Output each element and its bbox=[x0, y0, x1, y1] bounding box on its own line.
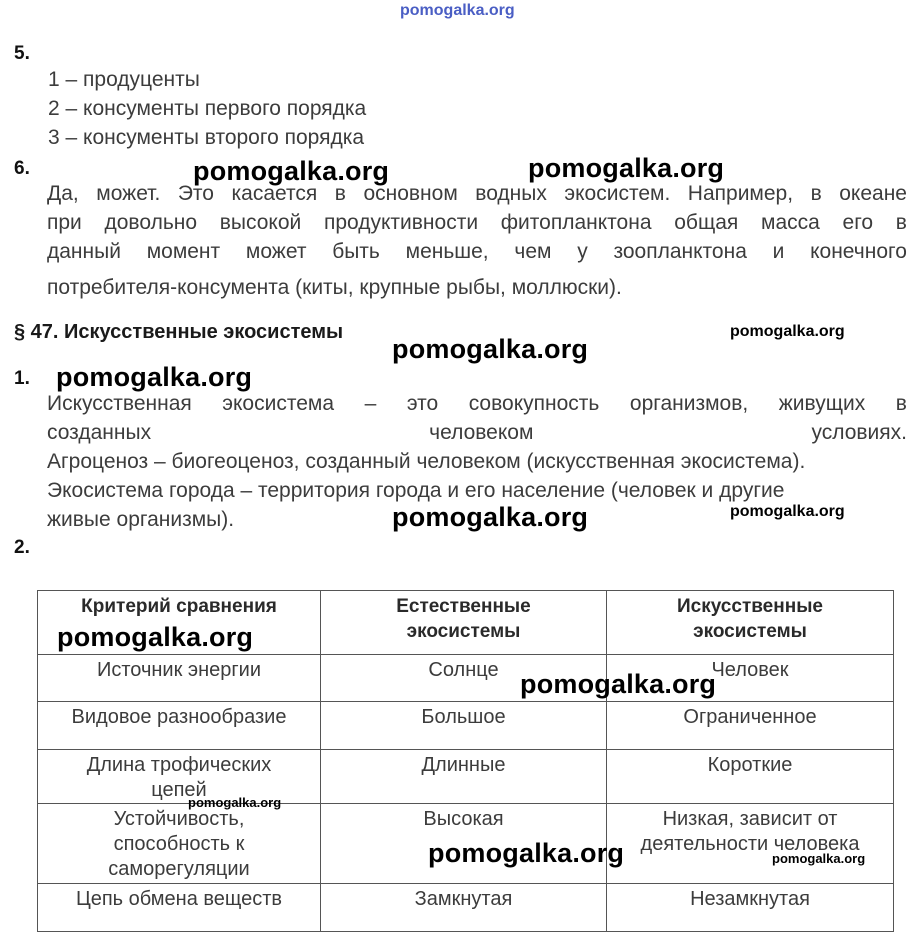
question-6-number: 6. bbox=[14, 158, 30, 179]
table-cell: Цепь обмена веществ bbox=[38, 884, 321, 932]
header-natural: Естественные экосистемы bbox=[321, 591, 607, 655]
table-cell: Длинные bbox=[321, 750, 607, 804]
q1-line-2 bbox=[47, 421, 907, 445]
table-cell: Низкая, зависит от деятельности человека bbox=[607, 804, 894, 884]
word: океане bbox=[839, 182, 907, 205]
watermark: pomogalka.org bbox=[392, 502, 589, 532]
table-row bbox=[38, 884, 894, 932]
word: Это bbox=[177, 182, 214, 205]
watermark: pomogalka.org bbox=[57, 622, 254, 652]
word: Например, bbox=[687, 182, 794, 205]
watermark: pomogalka.org bbox=[772, 851, 866, 866]
word: Искусственная bbox=[47, 392, 192, 415]
q1-line-4: Экосистема города – территория города и его население (человек и другие bbox=[47, 479, 785, 502]
word: в bbox=[895, 392, 907, 415]
q5-item-3: 3 – консументы второго порядка bbox=[48, 126, 365, 149]
table-cell: Видовое разнообразие bbox=[38, 702, 321, 750]
section-title: § 47. Искусственные экосистемы bbox=[14, 321, 344, 343]
table-cell: Большое bbox=[321, 702, 607, 750]
question-5-number: 5. bbox=[14, 43, 30, 64]
watermark: pomogalka.org bbox=[428, 838, 625, 868]
word: при bbox=[47, 211, 82, 234]
word: – bbox=[364, 392, 377, 415]
watermark: pomogalka.org bbox=[392, 334, 589, 364]
watermark: pomogalka.org bbox=[730, 503, 845, 520]
word: совокупность bbox=[468, 392, 600, 415]
word: человеком bbox=[429, 421, 534, 444]
question-2-number: 2. bbox=[14, 537, 30, 558]
q1-line-1 bbox=[47, 392, 907, 416]
watermark: pomogalka.org bbox=[193, 156, 390, 186]
word: основном bbox=[363, 182, 458, 205]
watermark: pomogalka.org bbox=[56, 362, 253, 392]
word: данный bbox=[47, 240, 121, 263]
header-artificial: Искусственные экосистемы bbox=[607, 591, 894, 655]
table-row bbox=[38, 655, 894, 702]
word: это bbox=[406, 392, 439, 415]
table-cell: Незамкнутая bbox=[607, 884, 894, 932]
q6-line-1 bbox=[47, 182, 907, 206]
word: организмов, bbox=[629, 392, 749, 415]
word: живущих bbox=[778, 392, 866, 415]
word: у bbox=[577, 240, 588, 263]
word: в bbox=[895, 211, 907, 234]
word: его bbox=[842, 211, 874, 234]
q6-line-4: потребителя-консумента (киты, крупные рыбы, моллюски). bbox=[47, 276, 622, 299]
word: может. bbox=[96, 182, 161, 205]
question-1-number: 1. bbox=[14, 368, 30, 389]
table-cell: Короткие bbox=[607, 750, 894, 804]
word: общая bbox=[674, 211, 739, 234]
watermark: pomogalka.org bbox=[520, 669, 717, 699]
word: созданных bbox=[47, 421, 152, 444]
table-cell: Длина трофических цепей bbox=[38, 750, 321, 804]
word: экосистема bbox=[222, 392, 335, 415]
word: может bbox=[245, 240, 307, 263]
table-cell: Человек bbox=[607, 655, 894, 702]
word: касается bbox=[231, 182, 318, 205]
word: фитопланктона bbox=[500, 211, 652, 234]
table-cell: Источник энергии bbox=[38, 655, 321, 702]
table-cell: Высокая bbox=[321, 804, 607, 884]
q1-line-5: живые организмы). bbox=[47, 508, 235, 531]
q6-line-3 bbox=[47, 240, 907, 264]
q1-line-3: Агроценоз – биогеоценоз, созданный человеком (искусственная экосистема). bbox=[47, 450, 806, 473]
word: быть bbox=[332, 240, 380, 263]
header-criterion: Критерий сравнения bbox=[38, 591, 321, 655]
word: водных bbox=[475, 182, 547, 205]
word: Да, bbox=[47, 182, 79, 205]
word: в bbox=[334, 182, 346, 205]
table-row bbox=[38, 750, 894, 804]
word: меньше, bbox=[405, 240, 489, 263]
word: в bbox=[810, 182, 822, 205]
table-cell: Ограниченное bbox=[607, 702, 894, 750]
table-cell: Солнце bbox=[321, 655, 607, 702]
watermark: pomogalka.org bbox=[730, 323, 845, 340]
word: масса bbox=[761, 211, 820, 234]
word: конечного bbox=[810, 240, 907, 263]
word: высокой bbox=[219, 211, 302, 234]
table-cell: Замкнутая bbox=[321, 884, 607, 932]
word: продуктивности bbox=[323, 211, 479, 234]
watermark: pomogalka.org bbox=[188, 795, 282, 810]
word: довольно bbox=[104, 211, 198, 234]
word: чем bbox=[514, 240, 552, 263]
q5-item-1: 1 – продуценты bbox=[48, 68, 200, 91]
word: условиях. bbox=[811, 421, 907, 444]
table-row bbox=[38, 702, 894, 750]
word: экосистем. bbox=[564, 182, 671, 205]
word: и bbox=[772, 240, 785, 263]
watermark: pomogalka.org bbox=[528, 153, 725, 183]
word: зоопланктона bbox=[613, 240, 747, 263]
q5-item-2: 2 – консументы первого порядка bbox=[48, 97, 367, 120]
word: момент bbox=[146, 240, 221, 263]
watermark-top: pomogalka.org bbox=[400, 2, 515, 19]
table-cell: Устойчивость, способность к саморегуляции bbox=[38, 804, 321, 884]
q6-line-2 bbox=[47, 211, 907, 235]
